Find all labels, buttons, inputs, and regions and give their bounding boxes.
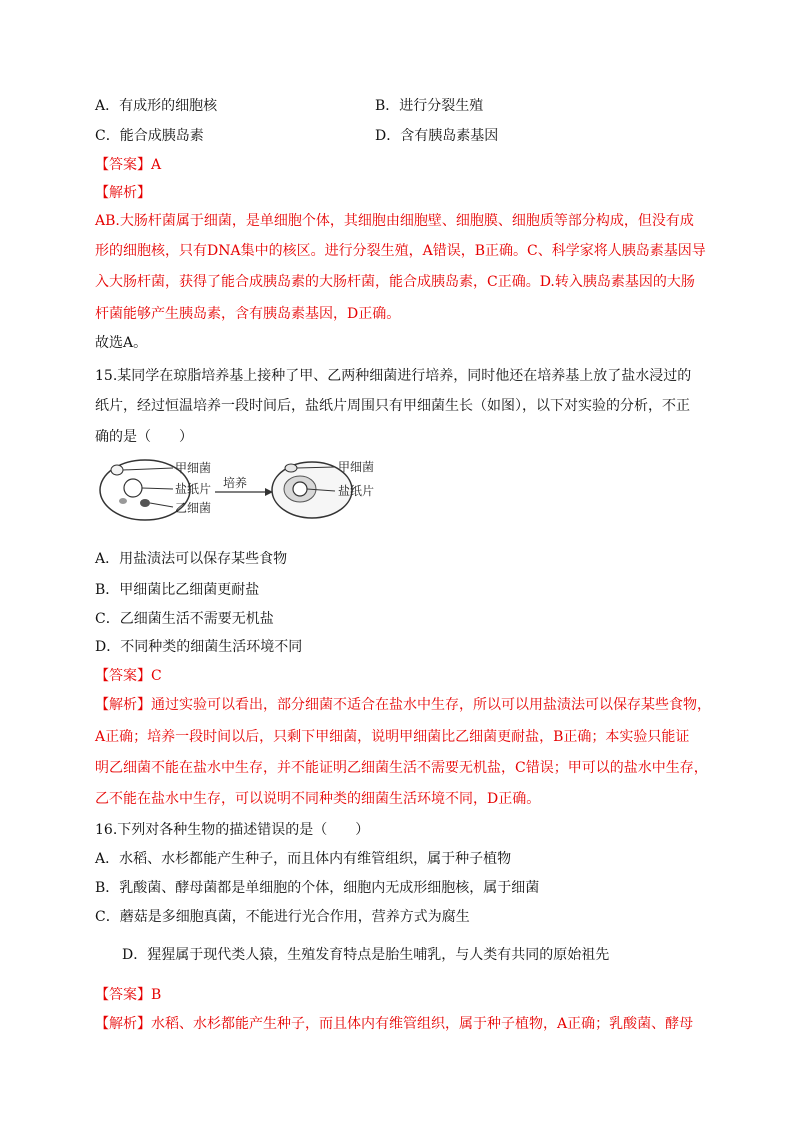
q14-option-d: D．含有胰岛素基因	[375, 128, 499, 144]
right-bacteria-jia-colony	[285, 464, 297, 472]
q14-option-c: C．能合成胰岛素	[95, 128, 204, 144]
left-bacteria-yi-colony-2	[119, 498, 127, 504]
q14-option-b: B．进行分裂生殖	[375, 98, 484, 114]
q16-option-c: C．蘑菇是多细胞真菌，不能进行光合作用，营养方式为腐生	[95, 909, 470, 925]
q15-option-c: C．乙细菌生活不需要无机盐	[95, 611, 274, 627]
q15-analysis-line-3: 明乙细菌不能在盐水中生存，并不能证明乙细菌生活不需要无机盐，C错误；甲可以的盐水中生存，	[95, 760, 708, 776]
q14-analysis-line-2: 形的细胞核，只有DNA集中的核区。进行分裂生殖，A错误，B正确。C、科学家将人胰岛素基因导	[95, 243, 706, 259]
q15-analysis-line-2: A正确；培养一段时间以后，只剩下甲细菌，说明甲细菌比乙细菌更耐盐，B正确；本实验只能证	[95, 729, 690, 745]
q14-analysis-line-4: 杆菌能够产生胰岛素，含有胰岛素基因，D正确。	[95, 306, 401, 322]
q15-analysis-line-4: 乙不能在盐水中生存，可以说明不同种类的细菌生活环境不同，D正确。	[95, 791, 541, 807]
q15-option-a: A．用盐渍法可以保存某些食物	[95, 551, 288, 567]
left-yi-pointer	[150, 503, 173, 507]
q14-option-a: A．有成形的细胞核	[95, 98, 218, 114]
right-label-jia: 甲细菌	[338, 460, 375, 474]
q16-stem: 16.下列对各种生物的描述错误的是（ ）	[95, 822, 370, 838]
q15-stem-line-1: 15.某同学在琼脂培养基上接种了甲、乙两种细菌进行培养，同时他还在培养基上放了盐水浸过的	[95, 368, 692, 384]
q15-answer: 【答案】C	[95, 668, 162, 684]
left-label-yi: 乙细菌	[175, 501, 212, 515]
left-bacteria-jia-colony	[111, 465, 123, 475]
q14-analysis-line-3: 入大肠杆菌，获得了能合成胰岛素的大肠杆菌，能合成胰岛素，C正确。D.转入胰岛素基因的大肠	[95, 274, 695, 290]
left-salt-paper	[124, 479, 142, 497]
q16-option-b: B．乳酸菌、酵母菌都是单细胞的个体，细胞内无成形细胞核，属于细菌	[95, 880, 540, 896]
left-label-salt-paper: 盐纸片	[175, 482, 212, 496]
q15-stem-line-3: 确的是（ ）	[95, 429, 193, 445]
left-label-jia: 甲细菌	[175, 461, 212, 475]
q14-analysis-label: 【解析】	[95, 185, 151, 201]
q16-option-a: A．水稻、水杉都能产生种子，而且体内有维管组织，属于种子植物	[95, 851, 512, 867]
q14-answer: 【答案】A	[95, 157, 162, 173]
arrow-label: 培养	[223, 476, 248, 490]
left-jia-pointer	[123, 468, 173, 470]
right-label-salt-paper: 盐纸片	[338, 484, 375, 498]
q14-conclusion: 故选A。	[95, 335, 148, 351]
q15-option-b: B．甲细菌比乙细菌更耐盐	[95, 582, 260, 598]
q14-analysis-line-1: AB.大肠杆菌属于细菌，是单细胞个体，其细胞由细胞壁、细胞膜、细胞质等部分构成，但没有成	[95, 213, 694, 229]
q16-option-d: D．猩猩属于现代类人猿，生殖发育特点是胎生哺乳，与人类有共同的原始祖先	[122, 947, 610, 963]
petri-dish-figure	[95, 455, 395, 525]
q15-stem-line-2: 纸片，经过恒温培养一段时间后，盐纸片周围只有甲细菌生长（如图），以下对实验的分析，不正	[95, 398, 690, 414]
q15-option-d: D．不同种类的细菌生活环境不同	[95, 639, 303, 655]
left-bacteria-yi-colony	[140, 499, 150, 507]
q15-analysis-line-1: 【解析】通过实验可以看出，部分细菌不适合在盐水中生存，所以可以用盐渍法可以保存某些食物，	[95, 697, 711, 713]
q16-analysis-line-1: 【解析】水稻、水杉都能产生种子，而且体内有维管组织，属于种子植物，A正确；乳酸菌、酵母	[95, 1016, 694, 1032]
right-salt-paper	[293, 482, 307, 496]
left-salt-pointer	[142, 488, 173, 489]
q16-answer: 【答案】B	[95, 987, 162, 1003]
